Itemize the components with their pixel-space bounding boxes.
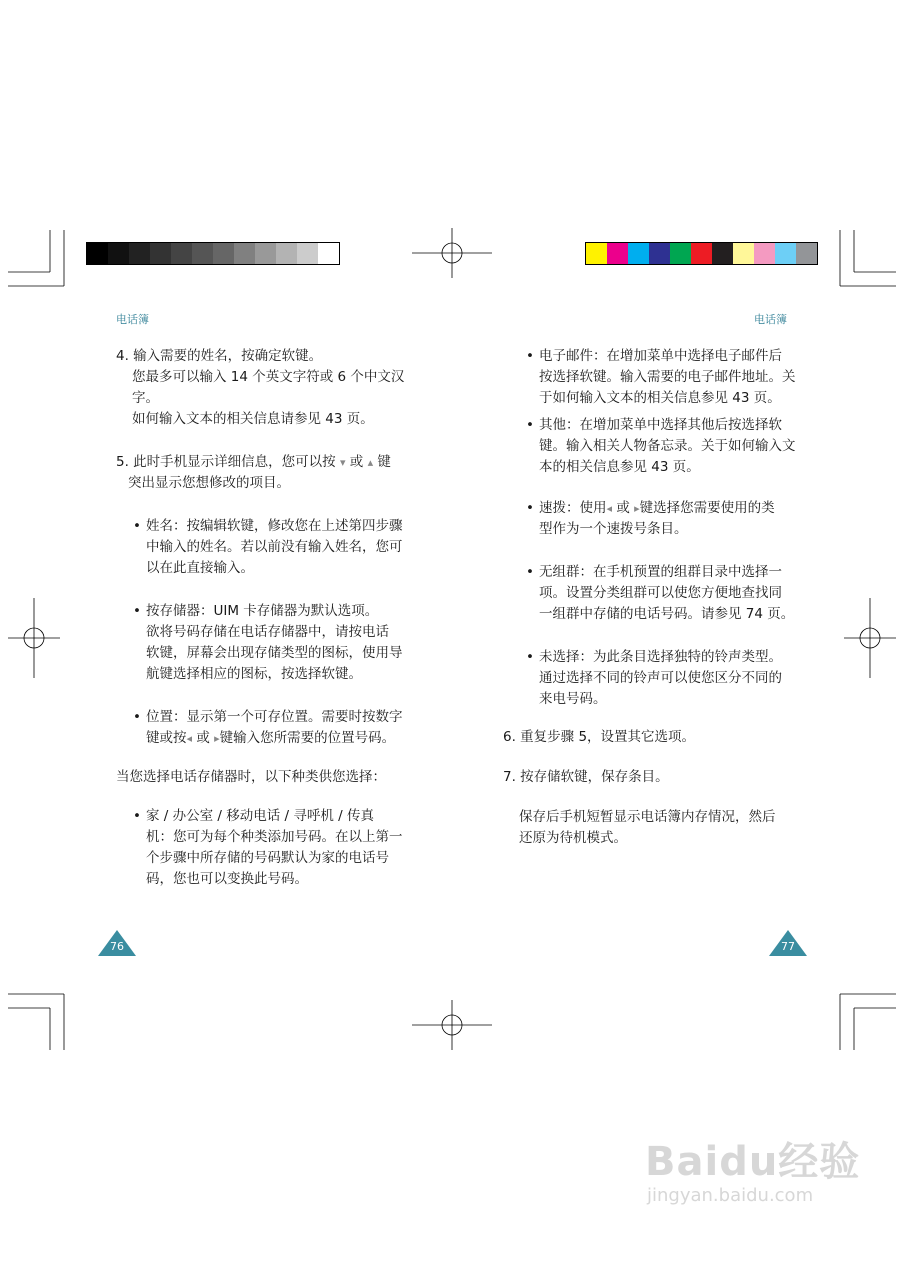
or-text: 或	[349, 454, 364, 470]
after-line: 保存后手机短暂显示电话簿内存情况，然后	[519, 809, 776, 825]
item-line: 于如何输入文本的相关信息参见 43 页。	[539, 390, 781, 406]
bullet-icon: •	[526, 500, 534, 516]
list-item	[116, 707, 406, 749]
item-line: 项。设置分类组群可以使您方便地查找同	[539, 585, 782, 601]
step-7: 7. 按存储软键，保存条目。	[503, 769, 669, 785]
list-item	[503, 346, 798, 409]
item-text: 键输入您所需要的位置号码。	[219, 730, 396, 746]
item-line: 键。输入相关人物备忘录。关于如何输入文	[539, 438, 796, 454]
list-item	[116, 806, 406, 890]
watermark-logo-text: Baidu经验	[645, 1139, 861, 1185]
header-left: 电话簿	[116, 313, 149, 326]
right-key-icon: ▸	[634, 502, 640, 515]
left-column	[116, 346, 406, 890]
item-line: 未选择：为此条目选择独特的铃声类型。	[539, 649, 782, 665]
item-text: 速拨：使用	[539, 500, 607, 516]
item-line: 软键，屏幕会出现存储类型的图标，使用导	[146, 645, 403, 661]
storage-intro: 当您选择电话存储器时，以下种类供您选择：	[116, 769, 386, 785]
page-number-left: 76	[110, 940, 124, 953]
page-number-right: 77	[781, 940, 795, 953]
item-line: 通过选择不同的铃声可以使您区分不同的	[539, 670, 782, 686]
step-4-title: 4. 输入需要的姓名，按确定软键。	[116, 348, 323, 364]
item-line: 按存储器：UIM 卡存储器为默认选项。	[146, 603, 379, 619]
item-line	[146, 728, 406, 749]
item-line: 电子邮件：在增加菜单中选择电子邮件后	[539, 348, 782, 364]
down-key-icon: ▾	[339, 456, 346, 469]
item-line: 位置：显示第一个可存位置。需要时按数字	[146, 709, 403, 725]
step-5-line: 突出显示您想修改的项目。	[128, 475, 290, 491]
step-4-line: 如何输入文本的相关信息请参见 43 页。	[132, 411, 374, 427]
item-line: 家 / 办公室 / 移动电话 / 寻呼机 / 传真	[146, 808, 375, 824]
bullet-icon: •	[133, 808, 141, 824]
list-item	[503, 415, 798, 478]
item-line: 姓名：按编辑软键，修改您在上述第四步骤	[146, 518, 403, 534]
item-line: 本的相关信息参见 43 页。	[539, 459, 700, 475]
list-item	[116, 601, 406, 685]
list-item	[503, 562, 798, 625]
item-line: 来电号码。	[539, 691, 607, 707]
step-5-text: 5. 此时手机显示详细信息，您可以按	[116, 454, 336, 470]
item-text: 键或按	[146, 730, 187, 746]
or-text: 或	[616, 500, 630, 516]
item-line: 以在此直接输入。	[146, 560, 254, 576]
or-text: 或	[196, 730, 210, 746]
list-item	[503, 498, 798, 540]
step-6: 6. 重复步骤 5，设置其它选项。	[503, 729, 696, 745]
step-5-title	[116, 452, 406, 473]
bullet-icon: •	[133, 603, 141, 619]
item-line: 欲将号码存储在电话存储器中，请按电话	[146, 624, 389, 640]
item-text: 键选择您需要使用的类	[639, 500, 775, 516]
item-line: 按选择软键。输入需要的电子邮件地址。关	[539, 369, 796, 385]
bullet-icon: •	[526, 348, 534, 364]
item-line: 型作为一个速拨号条目。	[539, 521, 688, 537]
header-right: 电话簿	[754, 313, 787, 326]
page-number-badge-left	[98, 930, 136, 956]
page-number-badge-right	[769, 930, 807, 956]
item-line: 机：您可为每个种类添加号码。在以上第一	[146, 829, 403, 845]
bullet-icon: •	[133, 518, 141, 534]
left-key-icon: ◂	[606, 502, 613, 515]
item-line	[539, 498, 798, 519]
right-column	[503, 346, 798, 849]
baidu-watermark	[645, 1140, 860, 1208]
list-item	[116, 516, 406, 579]
bullet-icon: •	[526, 417, 534, 433]
item-line: 个步骤中所存储的号码默认为家的电话号	[146, 850, 389, 866]
bullet-icon: •	[526, 649, 534, 665]
item-line: 一组群中存储的电话号码。请参见 74 页。	[539, 606, 795, 622]
right-key-icon: ▸	[214, 732, 220, 745]
bullet-icon: •	[133, 709, 141, 725]
after-line: 还原为待机模式。	[519, 830, 627, 846]
left-key-icon: ◂	[186, 732, 193, 745]
item-line: 无组群：在手机预置的组群目录中选择一	[539, 564, 782, 580]
item-line: 中输入的姓名。若以前没有输入姓名，您可	[146, 539, 403, 555]
item-line: 其他：在增加菜单中选择其他后按选择软	[539, 417, 782, 433]
list-item	[503, 647, 798, 710]
watermark-url: jingyan.baidu.com	[647, 1185, 814, 1206]
up-key-icon: ▴	[367, 456, 374, 469]
step-5-text: 键	[377, 454, 391, 470]
item-line: 航键选择相应的图标，按选择软键。	[146, 666, 362, 682]
step-4-line: 您最多可以输入 14 个英文字符或 6 个中文汉字。	[132, 369, 405, 406]
item-line: 码，您也可以变换此号码。	[146, 871, 308, 887]
bullet-icon: •	[526, 564, 534, 580]
